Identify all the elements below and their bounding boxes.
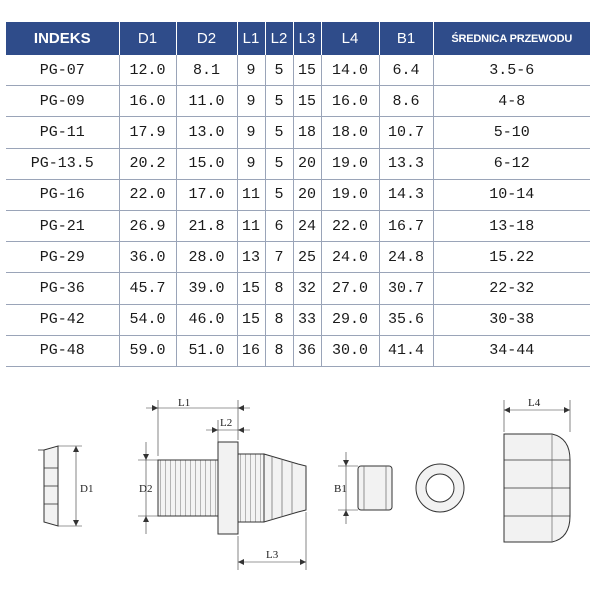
table-row: [6, 242, 590, 273]
cell-d1: 36.0: [119, 242, 176, 273]
cell-indeks: PG-09: [6, 86, 119, 117]
header-l2: L2: [265, 22, 293, 55]
cell-srednica-przewodu: 22-32: [433, 273, 590, 304]
cell-l1: 9: [237, 86, 265, 117]
cell-l1: 16: [237, 335, 265, 366]
table-row: [6, 335, 590, 366]
cell-l2: 8: [265, 304, 293, 335]
l3-label: L3: [266, 549, 279, 561]
l2-label: L2: [220, 417, 233, 429]
cell-d1: 54.0: [119, 304, 176, 335]
cell-l2: 8: [265, 273, 293, 304]
cell-srednica-przewodu: 13-18: [433, 210, 590, 241]
header-d1: D1: [119, 22, 176, 55]
cell-b1: 10.7: [379, 117, 433, 148]
cell-l2: 5: [265, 117, 293, 148]
cell-indeks: PG-48: [6, 335, 119, 366]
cell-srednica-przewodu: 3.5-6: [433, 55, 590, 86]
cell-indeks: PG-11: [6, 117, 119, 148]
cell-d2: 8.1: [176, 55, 237, 86]
cell-l3: 24: [293, 210, 321, 241]
cell-l1: 9: [237, 148, 265, 179]
table-row: [6, 117, 590, 148]
cell-l4: 19.0: [321, 148, 379, 179]
cell-indeks: PG-29: [6, 242, 119, 273]
cell-d2: 13.0: [176, 117, 237, 148]
table-row: [6, 179, 590, 210]
header-l4: L4: [321, 22, 379, 55]
cell-l2: 5: [265, 179, 293, 210]
cell-d2: 17.0: [176, 179, 237, 210]
cell-l2: 5: [265, 86, 293, 117]
cell-l3: 18: [293, 117, 321, 148]
cell-srednica-przewodu: 34-44: [433, 335, 590, 366]
cell-b1: 24.8: [379, 242, 433, 273]
table-row: [6, 148, 590, 179]
cell-l1: 15: [237, 273, 265, 304]
cell-d2: 51.0: [176, 335, 237, 366]
cell-indeks: PG-16: [6, 179, 119, 210]
cell-l4: 29.0: [321, 304, 379, 335]
cell-srednica-przewodu: 15.22: [433, 242, 590, 273]
cell-b1: 13.3: [379, 148, 433, 179]
table-row: [6, 210, 590, 241]
l1-label: L1: [178, 397, 191, 409]
cell-srednica-przewodu: 4-8: [433, 86, 590, 117]
cell-srednica-przewodu: 5-10: [433, 117, 590, 148]
seal-insert-side-view: [334, 452, 392, 524]
cell-l3: 33: [293, 304, 321, 335]
cell-l3: 15: [293, 55, 321, 86]
b1-label: B1: [334, 483, 347, 495]
cell-l4: 19.0: [321, 179, 379, 210]
cell-l1: 9: [237, 117, 265, 148]
cell-l3: 15: [293, 86, 321, 117]
cell-d2: 46.0: [176, 304, 237, 335]
dome-nut-side-view: [38, 446, 93, 526]
cell-l4: 16.0: [321, 86, 379, 117]
cell-l3: 25: [293, 242, 321, 273]
cell-d1: 12.0: [119, 55, 176, 86]
cell-l1: 11: [237, 179, 265, 210]
cell-d2: 21.8: [176, 210, 237, 241]
cell-l1: 9: [237, 55, 265, 86]
cable-gland-technical-drawing: [0, 390, 595, 595]
header-d2: D2: [176, 22, 237, 55]
cell-indeks: PG-07: [6, 55, 119, 86]
cell-l4: 24.0: [321, 242, 379, 273]
cell-l2: 7: [265, 242, 293, 273]
table-row: [6, 304, 590, 335]
cell-d2: 15.0: [176, 148, 237, 179]
table-body: [6, 55, 590, 366]
cell-l1: 15: [237, 304, 265, 335]
cell-indeks: PG-13.5: [6, 148, 119, 179]
cell-b1: 30.7: [379, 273, 433, 304]
cell-d2: 11.0: [176, 86, 237, 117]
cell-b1: 41.4: [379, 335, 433, 366]
cell-l3: 36: [293, 335, 321, 366]
cell-d1: 16.0: [119, 86, 176, 117]
table-row: [6, 55, 590, 86]
cell-b1: 16.7: [379, 210, 433, 241]
cell-d1: 17.9: [119, 117, 176, 148]
cell-l3: 32: [293, 273, 321, 304]
header-indeks: INDEKS: [6, 22, 119, 55]
cell-l1: 13: [237, 242, 265, 273]
table-row: [6, 273, 590, 304]
cell-d1: 22.0: [119, 179, 176, 210]
cell-l4: 14.0: [321, 55, 379, 86]
cell-b1: 14.3: [379, 179, 433, 210]
seal-ring-end-view: [416, 464, 464, 512]
cell-srednica-przewodu: 6-12: [433, 148, 590, 179]
cell-indeks: PG-36: [6, 273, 119, 304]
cell-l3: 20: [293, 179, 321, 210]
cell-indeks: PG-42: [6, 304, 119, 335]
l4-label: L4: [528, 397, 541, 409]
cell-b1: 35.6: [379, 304, 433, 335]
cell-l4: 22.0: [321, 210, 379, 241]
dimensions-table: [6, 22, 590, 367]
cell-d1: 45.7: [119, 273, 176, 304]
cell-srednica-przewodu: 30-38: [433, 304, 590, 335]
cell-d1: 26.9: [119, 210, 176, 241]
header-l3: L3: [293, 22, 321, 55]
header-srednica-przewodu: ŚREDNICA PRZEWODU: [433, 22, 590, 55]
cell-l4: 18.0: [321, 117, 379, 148]
cell-b1: 8.6: [379, 86, 433, 117]
cell-d1: 20.2: [119, 148, 176, 179]
cell-l4: 27.0: [321, 273, 379, 304]
cell-l2: 6: [265, 210, 293, 241]
cell-l2: 5: [265, 148, 293, 179]
gland-body-side-view: [138, 397, 306, 570]
header-l1: L1: [237, 22, 265, 55]
cell-d1: 59.0: [119, 335, 176, 366]
cell-d2: 39.0: [176, 273, 237, 304]
cell-l2: 5: [265, 55, 293, 86]
cell-l4: 30.0: [321, 335, 379, 366]
d2-label: D2: [139, 483, 153, 495]
table-header-row: [6, 22, 590, 55]
cell-l2: 8: [265, 335, 293, 366]
cell-indeks: PG-21: [6, 210, 119, 241]
cell-d2: 28.0: [176, 242, 237, 273]
dome-cap-side-view: [504, 397, 570, 542]
table-row: [6, 86, 590, 117]
cell-l3: 20: [293, 148, 321, 179]
cell-l1: 11: [237, 210, 265, 241]
d1-label: D1: [80, 483, 94, 495]
header-b1: B1: [379, 22, 433, 55]
cell-b1: 6.4: [379, 55, 433, 86]
cell-srednica-przewodu: 10-14: [433, 179, 590, 210]
